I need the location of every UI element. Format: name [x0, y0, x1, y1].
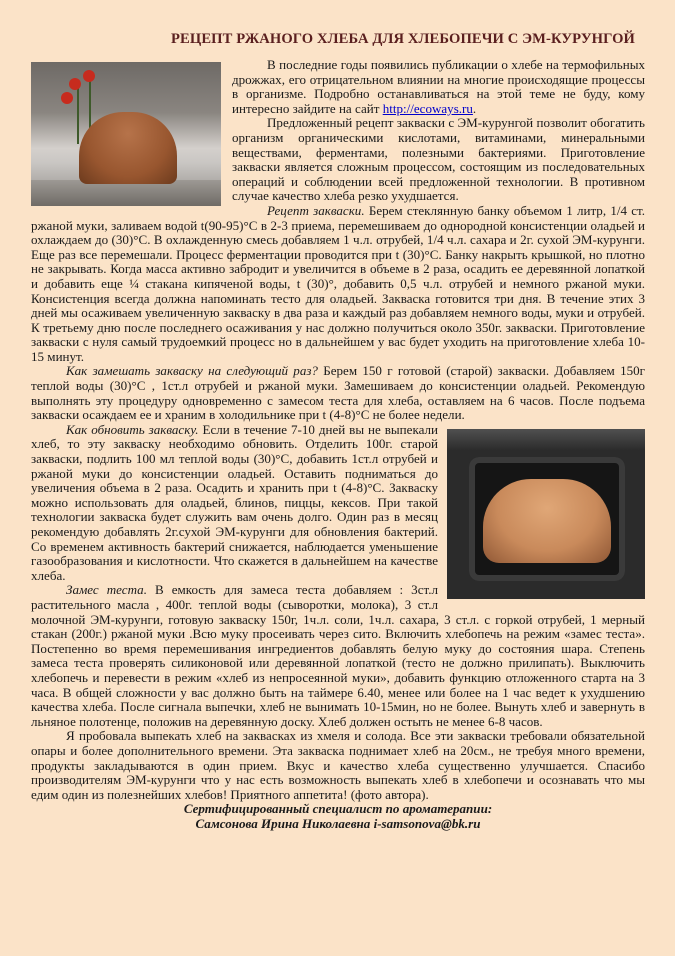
bread-photo-machine — [447, 429, 645, 599]
dough-paragraph: Замес теста. В емкость для замеса теста добавляем : 3ст.л растительного масла , 400г. теплой воды (сыворотки, молока), 3 ст.л молочной ЭМ-курунги, готовую закваску 150г, 1ч.л. соли, 1ч.л. сахара, 3 ст.л. с горкой отрубей, 1 мерный стакан (200г.) ржаной муки .Всю муку просеивать через сито. Включить хлебопечь на режим «замес теста». Постепенно во время перемешивания ингредиентов добавлять белую муку до состояния шара. Степень замеса теста проверять силиконовой или деревянной лопаткой (тесто не должно прилипать). Выключить хлебопечь и перевести в режим «хлеб из непросеянной муки», добавить функцию отложенного старта на 3 часа. В общей сложности у вас должно быть на таймере 6.40, менее или более на 1 час ведет к ухудшению качества хлеба. После сигнала выпечки, хлеб не вынимать 10-15мин, но не более. Вынуть хлеб и завернуть в льняное полотенце, положив на деревянную доску. Хлеб должен остыть не менее 6-8 часов. — [31, 582, 645, 729]
flower — [61, 92, 73, 104]
starter-paragraph: Рецепт закваски. Берем стеклянную банку объемом 1 литр, 1/4 ст. ржаной муки, заливаем водой t(90-95)°С в 2-3 приема, перемешиваем до однородной консистенции оладьей и охлаждаем до (30)°С. В охлажденную смесь добавляем 1 ч.л. отрубей, 1/4 ч.л. сахара и 2г. сухой ЭМ-курунги. Еще раз все перемешали. Процесс ферментации проводится при t (30)°С. Банку накрыть крышкой, но плотно не закрывать. Когда масса активно забродит и увеличится в объеме в 2 раза, осадить ее деревянной лопаткой и добавить еще ¼ стакана кипяченой воды, t (30)°, добавить 0,5 ч.л. отрубей и немного ржаной муки. Консистенция всегда должна напоминать тесто для оладьей. Закваска готовится три дня. В течение этих 3 дней мы осаживаем увеличенную закваску в два раза и каждый раз добавляем немного воды, муки и отрубей. К третьему дню после последнего осаживания у нас должно получиться около 350г. закваски. Приготовление закваски с нуля самый трудоемкий процесс но в дальнейшем у вас будет уходить на приготовление хлеба 10-15 минут. — [31, 202, 645, 364]
page-title: РЕЦЕПТ РЖАНОГО ХЛЕБА ДЛЯ ХЛЕБОПЕЧИ С ЭМ-КУРУНГОЙ — [171, 31, 635, 47]
rye-loaf — [79, 112, 177, 184]
bread-photo-kitchen — [31, 62, 221, 206]
signature-title: Сертифицированный специалист по ароматерапии: — [183, 801, 493, 817]
knead-next-heading: Как замешать закваску на следующий раз? — [66, 363, 318, 379]
machine-lid — [447, 429, 645, 451]
dough-heading: Замес теста. — [66, 582, 147, 598]
baked-bread — [483, 479, 611, 563]
flower — [83, 70, 95, 82]
ecoways-link[interactable]: http://ecoways.ru — [382, 100, 473, 116]
starter-heading: Рецепт закваски. — [267, 202, 365, 218]
renew-paragraph: Как обновить закваску. Если в течение 7-10 дней вы не выпекали хлеб, то эту закваску необходимо обновить. Отделить 100г. старой закваски, подлить 100 мл теплой воды (30)°С, добавить 1ст.л отрубей и ржаной муки до консистенции оладьей. Оставить подниматься до увеличения объема в 2 раза. Осадить и хранить при t (4-8)°С. Закваску можно использовать для оладьей, блинов, пиццы, кексов. При такой технологии закваска будет служить вам очень долго. Один раз в месяц рекомендую добавлять 2г.сухой ЭМ-курунги для обновления бактерий. Со временем активность бактерий снижается, наблюдается уменьшение газообразования и кислотности. Что скажется в дальнейшем на качестве хлеба. — [31, 421, 438, 583]
closing-paragraph: Я пробовала выпекать хлеб на заквасках из хмеля и солода. Все эти закваски требовали обязательной опары и более дополнительного времени. Эта закваска поднимает хлеб на 20см., не требуя много времени, продукты закладываются в один прием. Вкус и качество хлеба существенно улучшается. Спасибо производителям ЭМ-курунги что у нас есть возможность выпекать хлеб в хлебопечи и осознавать что мы едим один из полезнейших хлебов! Приятного аппетита! (фото автора). — [31, 728, 645, 802]
flower-stem — [77, 84, 79, 144]
knead-next-paragraph: Как замешать закваску на следующий раз? Берем 150 г готовой (старой) закваски. Добавляем 150г теплой воды (30)°С , 1ст.л отрубей и ржаной муки. Замешиваем до консистенции оладьей. Рекомендую выполнять эту процедуру одновременно с замесом теста для хлеба, оставляем на 6 часов. После подъема закваски осаждаем ее и храним в холодильнике при t (4-8)°С не более недели. — [31, 363, 645, 423]
article — [31, 30, 645, 831]
intro-paragraph-2: Предложенный рецепт закваски с ЭМ-курунгой позволит обогатить организм органическими кислотами, витаминами, минеральными веществами, ферментами, полезными бактериями. Приготовление закваски является сложным процессом, состоящим из последовательных операций и соблюдении всей предложенной технологии. В противном случае качество хлеба резко ухудшается. — [232, 115, 645, 204]
renew-heading: Как обновить закваску. — [66, 421, 199, 437]
intro-paragraph-1: В последние годы появились публикации о хлебе на термофильных дрожжах, его отрицательном влиянии на многие происходящие процессы в организме. Подробно останавливаться на этой теме не буду, кому интересно зайдите на сайт http://ecoways.ru. — [232, 57, 645, 116]
signature-author: Самсонова Ирина Николаевна i-samsonova@bk.ru — [195, 815, 481, 831]
flower — [69, 78, 81, 90]
